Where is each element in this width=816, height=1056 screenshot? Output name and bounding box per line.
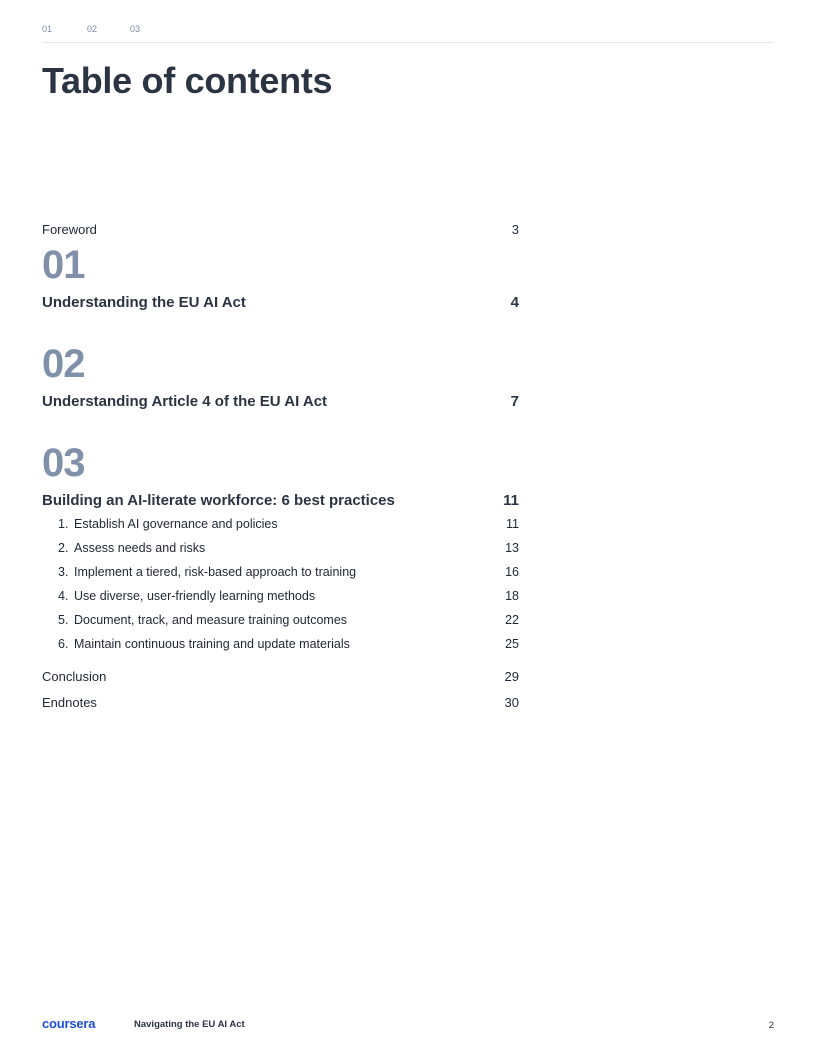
subsection-title: Use diverse, user-friendly learning methods (74, 589, 316, 603)
subsection-number: 2. (58, 541, 69, 555)
subsection-page: 25 (505, 637, 519, 651)
subsection-page: 22 (505, 613, 519, 627)
subsection-title: Maintain continuous training and update materials (74, 637, 350, 651)
subsection-title: Assess needs and risks (74, 541, 206, 555)
page-title: Table of contents (42, 60, 333, 101)
nav-tab-02[interactable]: 02 (87, 24, 98, 34)
toc-chapter-page: 11 (503, 492, 519, 509)
subsection-title: Establish AI governance and policies (74, 517, 278, 531)
subsection-page: 11 (506, 517, 519, 531)
toc-chapter-01[interactable] (42, 294, 519, 314)
spacer (42, 413, 519, 444)
footer-doc-title: Navigating the EU AI Act (134, 1019, 245, 1030)
subsection-number: 6. (58, 637, 69, 651)
toc-entry-endnotes[interactable] (42, 695, 519, 721)
toc-chapter-title: Understanding Article 4 of the EU AI Act (42, 393, 328, 410)
spacer (42, 314, 519, 345)
toc-subsection-3[interactable] (42, 565, 519, 589)
toc-chapter-title: Building an AI-literate workforce: 6 best practices (42, 492, 395, 509)
toc-chapter-title: Understanding the EU AI Act (42, 294, 246, 311)
toc-chapter-page: 7 (510, 393, 519, 410)
subsection-number: 5. (58, 613, 69, 627)
subsection-number: 4. (58, 589, 69, 603)
toc-tail (42, 669, 519, 721)
subsection-number: 3. (58, 565, 69, 579)
toc-entry-page: 30 (504, 695, 519, 710)
toc-entry-title: Foreword (42, 222, 97, 237)
subsection-title: Implement a tiered, risk-based approach to training (74, 565, 357, 579)
subsection-number: 1. (58, 517, 69, 531)
subsection-page: 16 (505, 565, 519, 579)
header-divider (42, 42, 774, 43)
toc-chapter-03[interactable] (42, 492, 519, 512)
toc-entry-title: Conclusion (42, 669, 107, 684)
toc-subsection-6[interactable] (42, 637, 519, 661)
toc-entry-conclusion[interactable] (42, 669, 519, 695)
toc-entry-page: 29 (504, 669, 519, 684)
toc-entry-title: Endnotes (42, 695, 97, 710)
section-number-02: 02 (42, 342, 85, 386)
page-footer (42, 1016, 774, 1036)
toc-subsection-1[interactable] (42, 517, 519, 541)
section-number-01: 01 (42, 243, 85, 287)
nav-tab-03[interactable]: 03 (130, 24, 141, 34)
toc-entry-page: 3 (511, 222, 519, 237)
toc-subsection-list (42, 517, 519, 661)
nav-tab-01[interactable]: 01 (42, 24, 53, 34)
toc-subsection-2[interactable] (42, 541, 519, 565)
section-nav (42, 24, 175, 34)
toc-entry-foreword[interactable] (42, 222, 519, 240)
table-of-contents (42, 222, 519, 721)
subsection-title: Document, track, and measure training outcomes (74, 613, 348, 627)
subsection-page: 13 (505, 541, 519, 555)
subsection-page: 18 (505, 589, 519, 603)
toc-subsection-5[interactable] (42, 613, 519, 637)
coursera-logo: coursera (42, 1016, 96, 1031)
section-number-03: 03 (42, 441, 85, 485)
footer-page-number: 2 (768, 1020, 774, 1031)
toc-chapter-02[interactable] (42, 393, 519, 413)
toc-subsection-4[interactable] (42, 589, 519, 613)
toc-chapter-page: 4 (510, 294, 519, 311)
